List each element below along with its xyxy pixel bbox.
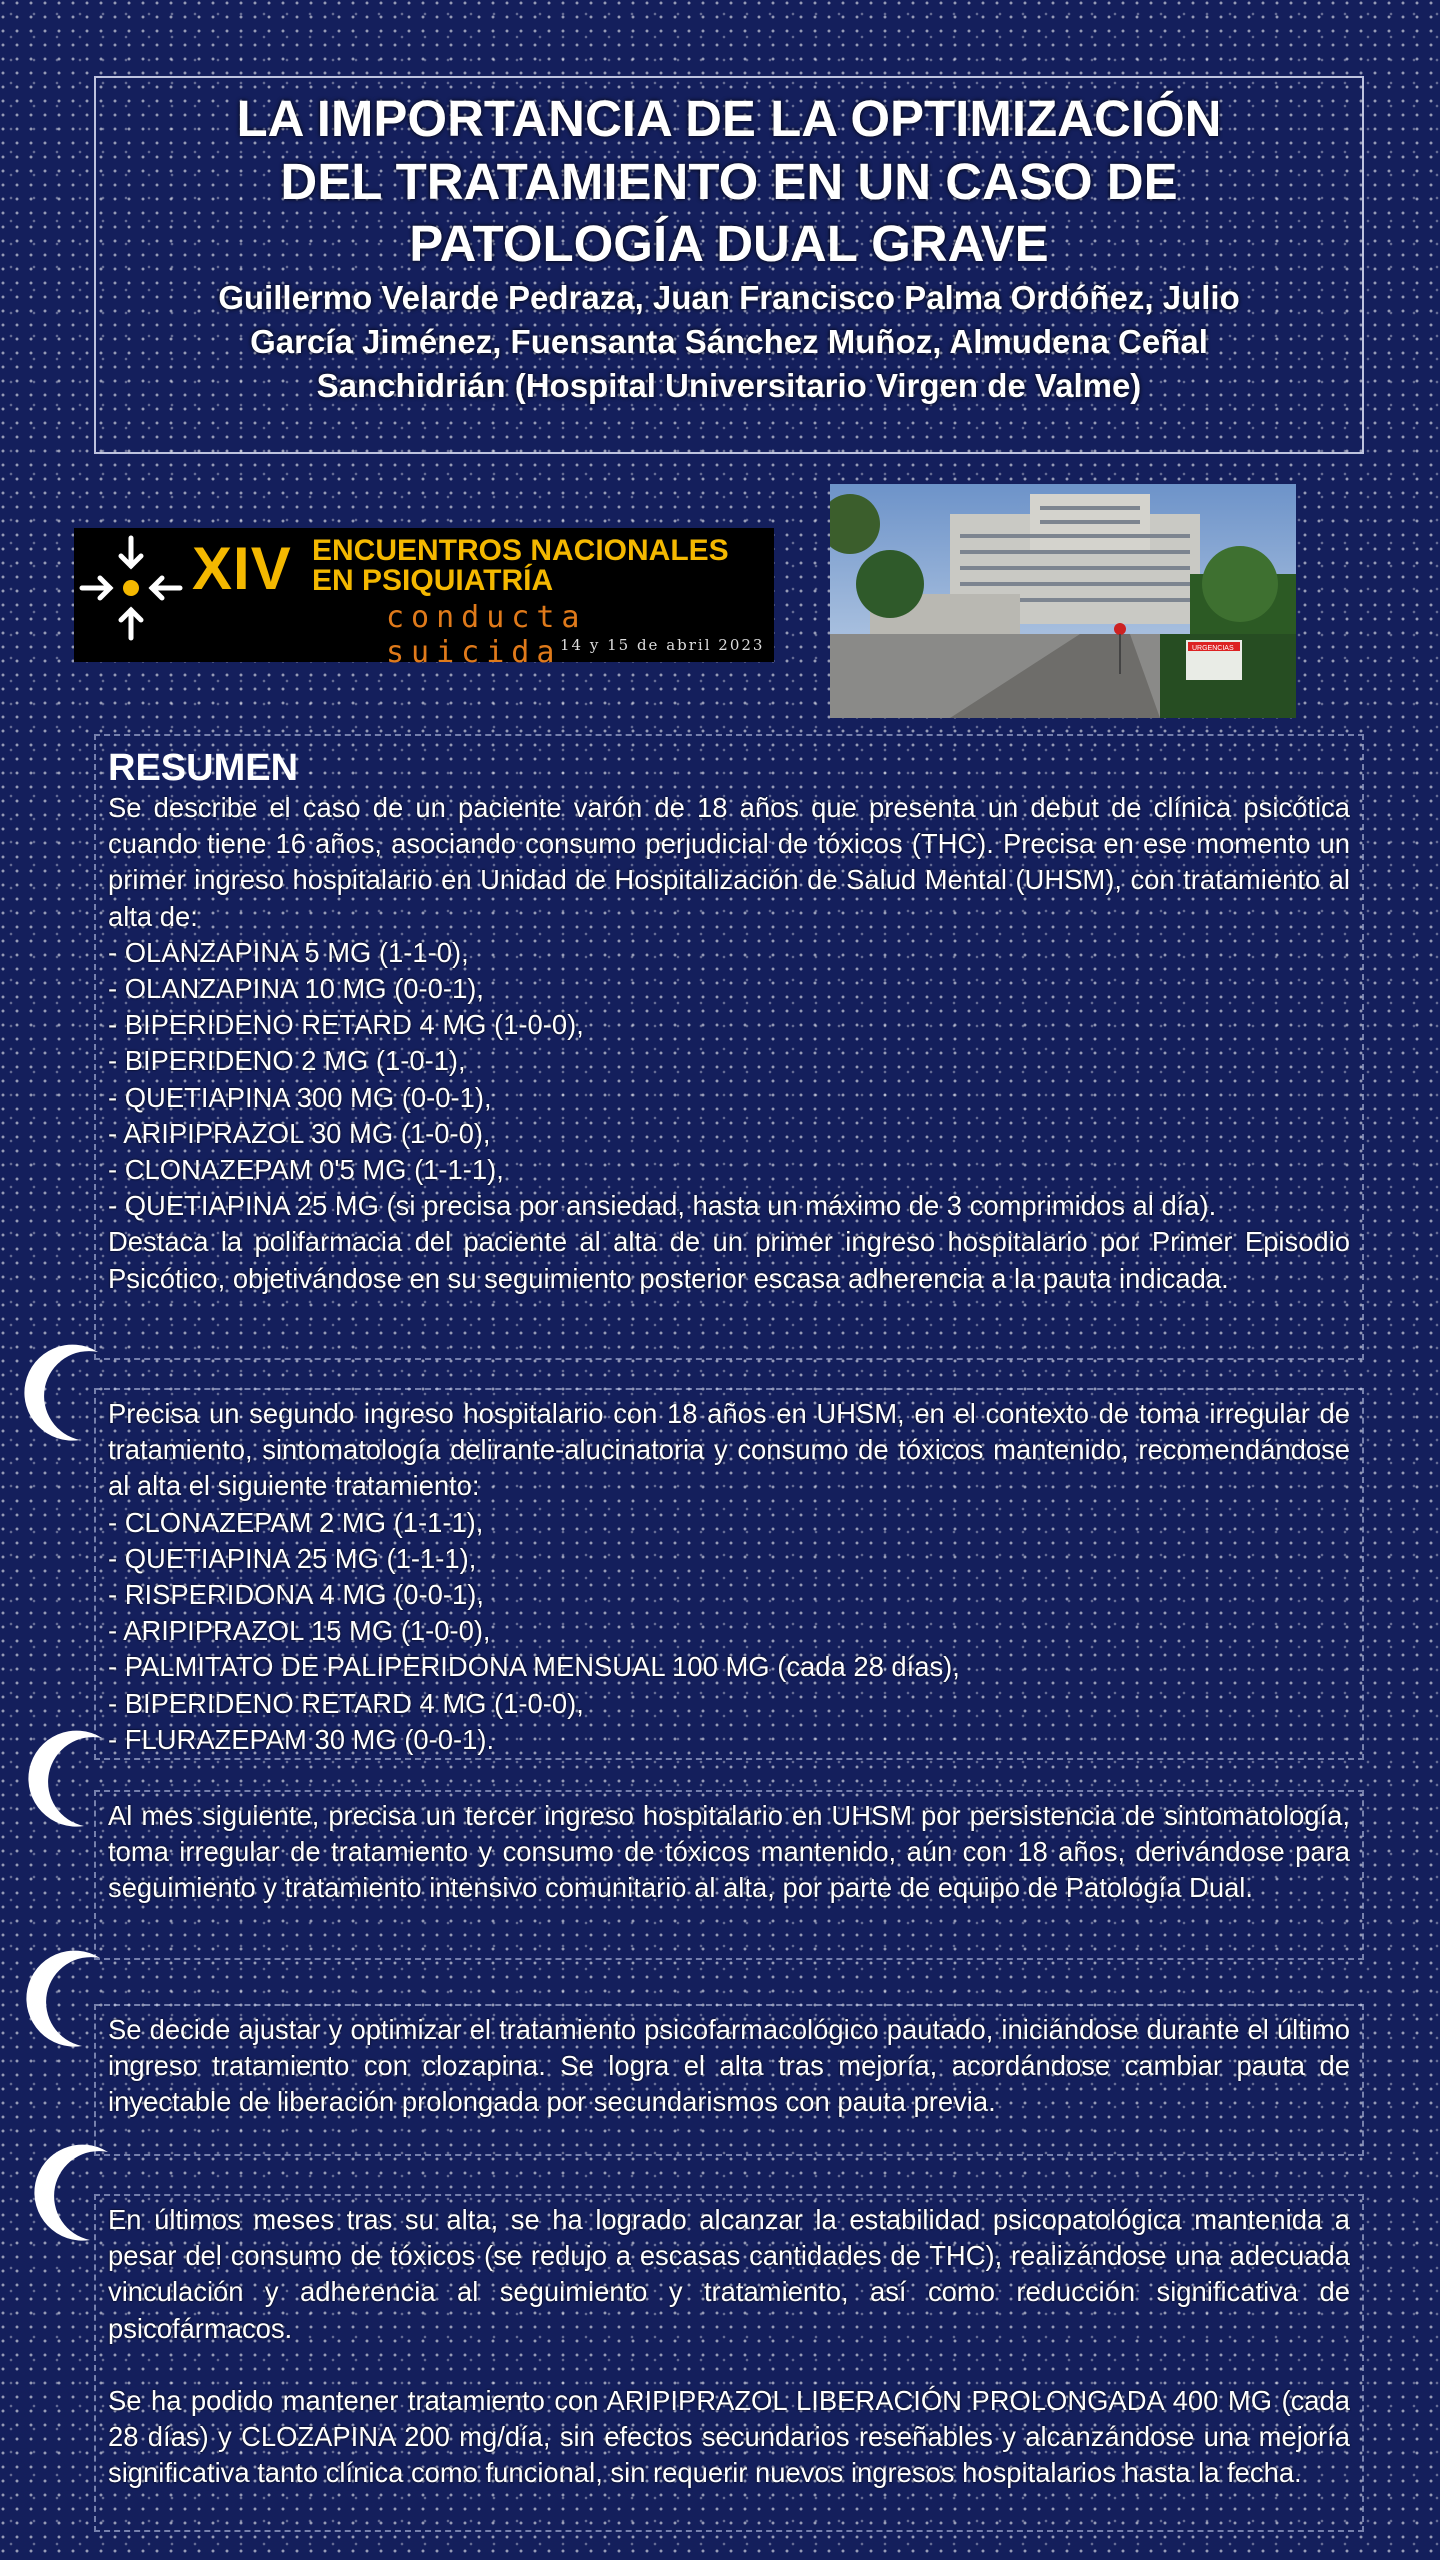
resumen-section <box>94 734 1364 1360</box>
resumen-med: - OLANZAPINA 10 MG (0-0-1), <box>108 973 484 1005</box>
segundo-med: - BIPERIDENO RETARD 4 MG (1-0-0), <box>108 1687 584 1719</box>
resumen-med: - CLONAZEPAM 0'5 MG (1-1-1), <box>108 1154 504 1186</box>
logo-title-line2: EN PSIQUIATRÍA <box>312 564 554 597</box>
tercer-text: Al mes siguiente, precisa un tercer ingreso hospitalario en UHSM por persistencia de sintomatología, toma irregular de tratamiento y consumo de tóxicos mantenido, aún con 18 años, derivándose para seguimiento y tratamiento intensivo comunitario al alta, por parte de equipo de Patología Dual. <box>108 1800 1350 1904</box>
logo-dates: 14 y 15 de abril 2023 <box>560 636 765 654</box>
resumen-med: - OLANZAPINA 5 MG (1-1-0), <box>108 936 469 968</box>
logo-subtitle: conducta suicida <box>386 600 587 670</box>
resumen-med: - QUETIAPINA 300 MG (0-0-1), <box>108 1081 492 1113</box>
resumen-med: - ARIPIPRAZOL 30 MG (1-0-0), <box>108 1117 491 1149</box>
evolucion-text1: En últimos meses tras su alta, se ha logrado alcanzar la estabilidad psicopatológica mantenida a pesar del consumo de tóxicos (se redujo a escasas cantidades de THC), realizándose una adecuada vinculación y adherencia al seguimiento y tratamiento, así como reducción significativa de psicofármacos. <box>108 2204 1350 2344</box>
ajuste-section <box>94 2004 1364 2156</box>
segundo-med: - RISPERIDONA 4 MG (0-0-1), <box>108 1579 484 1611</box>
ajuste-text: Se decide ajustar y optimizar el tratamiento psicofarmacológico pautado, iniciándose durante el último ingreso tratamiento con clozapina. Se logra el alta tras mejoría, acordándose cambiar pauta de inyectable de liberación prolongada por secundarismos con pauta previa. <box>108 2014 1350 2118</box>
resumen-med: - QUETIAPINA 25 MG (si precisa por ansiedad, hasta un máximo de 3 comprimidos al día). <box>108 1190 1217 1222</box>
segundo-med: - PALMITATO DE PALIPERIDONA MENSUAL 100 MG (cada 28 días), <box>108 1651 960 1683</box>
hospital-photo <box>830 484 1296 718</box>
poster-title-line1: LA IMPORTANCIA DE LA OPTIMIZACIÓN <box>236 90 1222 147</box>
authors-line2: García Jiménez, Fuensanta Sánchez Muñoz, Almudena Ceñal <box>250 323 1208 361</box>
segundo-med: - ARIPIPRAZOL 15 MG (1-0-0), <box>108 1615 491 1647</box>
poster-title-line2: DEL TRATAMIENTO EN UN CASO DE <box>280 152 1178 210</box>
evolucion-text2: Se ha podido mantener tratamiento con ARIPIPRAZOL LIBERACIÓN PROLONGADA 400 MG (cada 28 días) y CLOZAPINA 200 mg/día, sin efectos secundarios reseñables y alcanzándose una mejoría significativa tanto clínica como funcional, sin requerir nuevos ingresos hospitalarios hasta la fecha. <box>108 2384 1350 2489</box>
segundo-med: - QUETIAPINA 25 MG (1-1-1), <box>108 1542 477 1574</box>
logo-roman-numeral: XIV <box>192 535 292 602</box>
tercer-ingreso-section <box>94 1790 1364 1960</box>
resumen-heading: RESUMEN <box>108 747 299 789</box>
crescent-icon <box>20 2144 112 2244</box>
segundo-med: - CLONAZEPAM 2 MG (1-1-1), <box>108 1506 484 1538</box>
crescent-icon <box>12 1950 104 2050</box>
resumen-intro: Se describe el caso de un paciente varón de 18 años que presenta un debut de clínica psicótica cuando tiene 16 años, asociando consumo perjudicial de tóxicos (THC). Precisa en ese momento un primer ingreso hospitalario en Unidad de Hospitalización de Salud Mental (UHSM), con tratamiento al alta de: <box>108 792 1350 932</box>
resumen-med: - BIPERIDENO RETARD 4 MG (1-0-0), <box>108 1009 584 1041</box>
resumen-med: - BIPERIDENO 2 MG (1-0-1), <box>108 1045 466 1077</box>
arrows-sun-icon <box>74 528 184 662</box>
crescent-icon <box>14 1730 106 1830</box>
urgencias-sign: URGENCIAS <box>1192 645 1234 652</box>
segundo-intro: Precisa un segundo ingreso hospitalario con 18 años en UHSM, en el contexto de toma irregular de tratamiento, sintomatología delirante-alucinatoria y consumo de tóxicos mantenido, recomendándose al alta el siguiente tratamiento: <box>108 1398 1350 1502</box>
logo-title <box>312 536 729 596</box>
authors-line3: Sanchidrián (Hospital Universitario Virgen de Valme) <box>316 366 1142 404</box>
segundo-med: - FLURAZEPAM 30 MG (0-0-1). <box>108 1723 495 1755</box>
title-block <box>94 76 1364 454</box>
evolucion-section <box>94 2194 1364 2532</box>
segundo-ingreso-section <box>94 1388 1364 1760</box>
logo-title-line1: ENCUENTROS NACIONALES <box>312 534 729 567</box>
event-logo <box>74 528 774 670</box>
crescent-icon <box>10 1344 102 1444</box>
resumen-closing: Destaca la polifarmacia del paciente al alta de un primer ingreso hospitalario por Primer Episodio Psicótico, objetivándose en su seguimiento posterior escasa adherencia a la pauta indicada. <box>108 1226 1350 1294</box>
authors-line1: Guillermo Velarde Pedraza, Juan Francisco Palma Ordóñez, Julio <box>218 279 1240 317</box>
poster-title-line3: PATOLOGÍA DUAL GRAVE <box>409 215 1049 273</box>
